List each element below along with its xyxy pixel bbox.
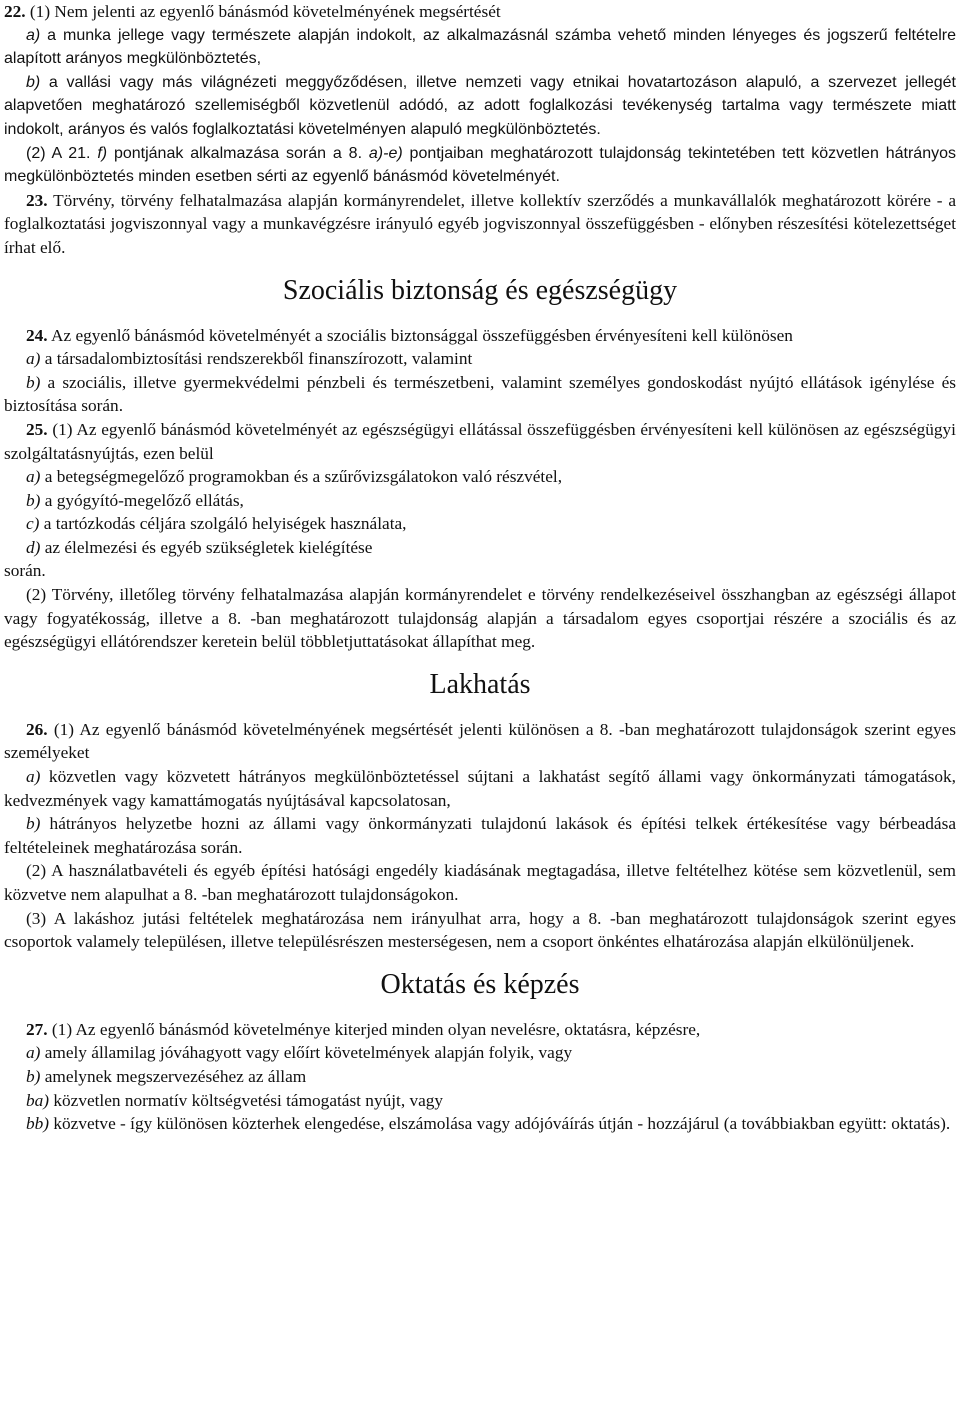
- p2-text-b: pontjának alkalmazása során a 8.: [107, 144, 369, 162]
- section-22-number: 22.: [4, 2, 26, 21]
- p2-text-a: (2) A 21.: [26, 144, 98, 162]
- point-b-label: b): [26, 1066, 41, 1086]
- point-bb-label: bb): [26, 1114, 50, 1134]
- section-27-p1-text: (1) Az egyenlő bánásmód követelménye kiterjed minden olyan nevelésre, oktatásra, képzésre,: [47, 1019, 701, 1039]
- point-a-text: közvetlen vagy közvetett hátrányos megkülönböztetéssel sújtani a lakhatást segítő állami vagy önkormányzati támogatások, kedvezmények vagy kamattámogatás nyújtásával kapcsolatosan,: [4, 767, 956, 810]
- point-ba-label: ba): [26, 1090, 50, 1110]
- section-26-point-b: [4, 812, 956, 859]
- section-25-para-2: (2) Törvény, illetőleg törvény felhatalmazása alapján kormányrendelet e törvény rendelkezéseivel összhangban az egészségi állapot vagy fogyatékosság, illetve a 8. -ban meghatározott tulajdonság alapján a társadalom egyes csoportjai részére a szociális és az egészségügyi ellátórendszer keretein belül többletjuttatásokat állapíthat meg.: [4, 585, 956, 652]
- section-25-point-b: [4, 489, 956, 513]
- point-b-text: a szociális, illetve gyermekvédelmi pénzbeli és természetbeni, valamint személyes gondoskodást nyújtó ellátások igénylése és biztosítása során.: [4, 372, 956, 416]
- point-a-label: a): [26, 767, 41, 787]
- point-ba-text: közvetlen normatív költségvetési támogatást nyújt, vagy: [49, 1090, 444, 1110]
- section-23: [4, 189, 956, 260]
- section-27-point-a: [4, 1041, 956, 1065]
- section-25-point-c: [4, 512, 956, 536]
- point-a-text: a munka jellege vagy természete alapján indokolt, az alkalmazásnál számba vehető minden lényeges és jogszerű feltételre alapított arányos megkülönböztetés,: [4, 26, 956, 68]
- point-b-label: b): [26, 814, 41, 834]
- section-25-number: 25.: [26, 419, 48, 439]
- point-d-text: az élelmezési és egyéb szükségletek kielégítése: [40, 537, 373, 557]
- p2-text-c: pontjaiban meghatározott tulajdonság tekintetében tett közvetlen hátrányos megkülönböztetés minden esetben sérti az egyenlő bánásmód követelményét.: [4, 144, 956, 186]
- section-22-p1-text: (1) Nem jelenti az egyenlő bánásmód követelményének megsértését: [25, 2, 501, 21]
- p2-point-f: f): [97, 144, 108, 162]
- point-a-label: a): [26, 1043, 41, 1063]
- section-25-para-1: [4, 418, 956, 465]
- point-a-label: a): [26, 349, 41, 369]
- point-a-text: a társadalombiztosítási rendszerekből finanszírozott, valamint: [40, 349, 473, 369]
- section-22-point-a: [4, 24, 956, 71]
- section-22-para-1: [4, 0, 956, 24]
- point-b-label: b): [26, 372, 41, 392]
- section-26-p1-text: (1) Az egyenlő bánásmód követelményének megsértését jelenti különösen a 8. -ban meghatározott tulajdonságok szerint egyes személyeket: [4, 719, 956, 763]
- section-27-point-ba: [4, 1089, 956, 1113]
- point-b-label: b): [26, 490, 41, 510]
- section-24: [4, 324, 956, 348]
- section-26-para-1: [4, 718, 956, 765]
- section-22-para-2: [4, 142, 956, 189]
- heading-education: Oktatás és képzés: [380, 968, 580, 1000]
- point-b-text: a vallási vagy más világnézeti meggyőződésen, illetve nemzeti vagy etnikai hovatartozáson alapuló, a szervezet jellegét alapvetően meghatározó szellemiségből közvetlenül adódó, az adott foglalkozási tevékenység tartalma vagy természete miatt indokolt, arányos és valós foglalkoztatási követelményen alapuló megkülönböztetés.: [4, 73, 956, 138]
- section-24-text: Az egyenlő bánásmód követelményét a szociális biztonsággal összefüggésben érvényesíteni kell különösen: [47, 325, 793, 345]
- point-b-text: a gyógyító-megelőző ellátás,: [40, 490, 244, 510]
- section-27-point-b: [4, 1065, 956, 1089]
- p2-points-a-e: a)-e): [368, 144, 403, 162]
- point-d-label: d): [26, 537, 41, 557]
- section-27-para-1: [4, 1018, 956, 1042]
- point-a-text: a betegségmegelőző programokban és a szűrővizsgálatokon való részvétel,: [40, 467, 563, 487]
- section-27-point-bb: [4, 1112, 956, 1136]
- point-a-label: a): [26, 26, 41, 44]
- section-23-number: 23.: [26, 190, 48, 210]
- section-26-point-a: [4, 765, 956, 812]
- section-25-p1-text: (1) Az egyenlő bánásmód követelményét az egészségügyi ellátással összefüggésben érvényesíteni kell különösen az egészségügyi szolgáltatásnyújtás, ezen belül: [4, 419, 956, 463]
- point-a-label: a): [26, 467, 41, 487]
- point-b-text: hátrányos helyzetbe hozni az állami vagy önkormányzati tulajdonú lakások és építési telkek értékesítése vagy bérbeadása feltételeinek meghatározása során.: [4, 814, 956, 857]
- section-24-number: 24.: [26, 325, 48, 345]
- section-22-point-b: [4, 71, 956, 142]
- point-b-text: amelynek megszervezéséhez az állam: [40, 1066, 307, 1086]
- heading-social-security-health: Szociális biztonság és egészségügy: [282, 274, 678, 306]
- point-bb-text: közvetve - így különösen közterhek elengedése, elszámolása vagy adójóváírás útján - hozzájárul (a továbbiakban együtt: oktatás).: [49, 1114, 951, 1134]
- section-26-para-2: (2) A használatbavételi és egyéb építési hatósági engedély kiadásának megtagadása, illetve feltételhez kötése sem közvetlenül, sem közvetve nem alapulhat a 8. -ban meghatározott tulajdonságokon.: [4, 861, 956, 904]
- section-24-point-a: [4, 347, 956, 371]
- point-b-label: b): [26, 73, 41, 91]
- point-c-label: c): [26, 514, 40, 534]
- section-27-number: 27.: [26, 1019, 48, 1039]
- section-25-soran: során.: [4, 561, 46, 581]
- section-24-point-b: [4, 371, 956, 418]
- section-25-point-d: [4, 536, 956, 560]
- section-25-point-a: [4, 465, 956, 489]
- point-c-text: a tartózkodás céljára szolgáló helyiségek használata,: [39, 514, 407, 534]
- section-26-number: 26.: [26, 719, 48, 739]
- point-a-text: amely államilag jóváhagyott vagy előírt követelmények alapján folyik, vagy: [40, 1043, 573, 1063]
- section-26-para-3: (3) A lakáshoz jutási feltételek meghatározása nem irányulhat arra, hogy a 8. -ban meghatározott tulajdonságok szerint egyes csoportok valamely településen, illetve településrészen mesterségesen, nem a csoport önkéntes elhatározása alapján elkülönüljenek.: [4, 908, 956, 952]
- heading-housing: Lakhatás: [429, 668, 531, 700]
- section-23-text: Törvény, törvény felhatalmazása alapján kormányrendelet, illetve kollektív szerződés a munkavállalók meghatározott körére - a foglalkoztatási jogviszonnyal vagy a munkavégzésre irányuló egyéb jogviszonnyal összefüggésben - előnyben részesítési kötelezettséget írhat elő.: [4, 190, 956, 257]
